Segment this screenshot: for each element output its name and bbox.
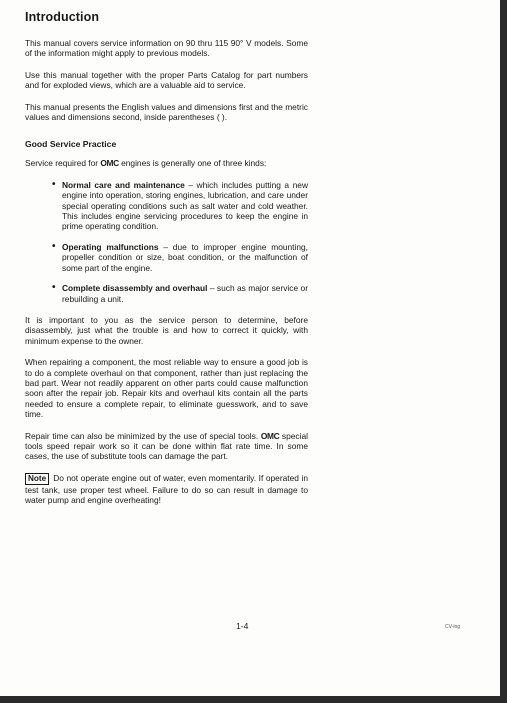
repair-time-paragraph: Repair time can also be minimized by the use of special tools. OMC special tools speed repair work so it can be done within flat rate time. In some cases, the use of substitute tools can damage the part. [25, 430, 308, 462]
omc-brand-mark: OMC [260, 430, 280, 441]
list-item: • Normal care and maintenance – which includes putting a new engine into operation, storing engines, lubrication, and care under special operating conditions such as salt water and cold weather. This includes engine servicing procedures to keep the engine in prime operating condition. [52, 178, 308, 232]
omc-brand-mark: OMC [100, 158, 119, 169]
list-item: • Complete disassembly and overhaul – such as major service or rebuilding a unit. [52, 282, 308, 304]
page-shadow-right [500, 0, 507, 703]
note-label: Note [25, 473, 49, 485]
note-text: Do not operate engine out of water, even momentarily. If operated in test tank, use proper test wheel. Failure to do so can result in damage to water pump and engine overheating! [25, 472, 308, 506]
intro-paragraph-2: Use this manual together with the proper Parts Catalog for part numbers and for exploded views, which are a valuable aid to service. [25, 69, 308, 91]
bullet-icon: • [52, 178, 56, 190]
body-paragraph-1: It is important to you as the service person to determine, before disassembly, just what the trouble is and how to correct it quickly, with minimum expense to the owner. [25, 314, 308, 346]
page-title: Introduction [25, 10, 100, 24]
page-number: 1-4 [236, 621, 249, 631]
intro-paragraph-1: This manual covers service information on 90 thru 115 90° V models. Some of the information might apply to previous models. [25, 38, 308, 59]
list-item: • Operating malfunctions – due to improper engine mounting, propeller condition or size, boat condition, or the malfunction of some part of the engine. [52, 240, 308, 273]
body-paragraph-2: When repairing a component, the most reliable way to ensure a good job is to do a complete overhaul on that component, rather than just replacing the bad part. Wear not readily apparent on other parts could cause malfunction soon after the repair job. Repair kits and overhaul kits contain all the parts needed to ensure a complete repair, to eliminate guesswork, and to save time. [25, 357, 308, 420]
service-lead-paragraph: Service required for OMC engines is generally one of three kinds: [25, 158, 267, 169]
intro-paragraph-3: This manual presents the English values and dimensions first and the metric values and dimensions second, inside parentheses ( ). [25, 101, 308, 123]
bullet-icon: • [52, 240, 56, 252]
page-shadow-bottom [0, 696, 507, 703]
note-paragraph [25, 473, 308, 506]
service-kinds-list [25, 180, 308, 304]
page-code: CV-ing [445, 624, 461, 630]
page-content [25, 10, 308, 517]
bullet-icon: • [52, 282, 56, 294]
section-heading: Good Service Practice [25, 139, 117, 150]
